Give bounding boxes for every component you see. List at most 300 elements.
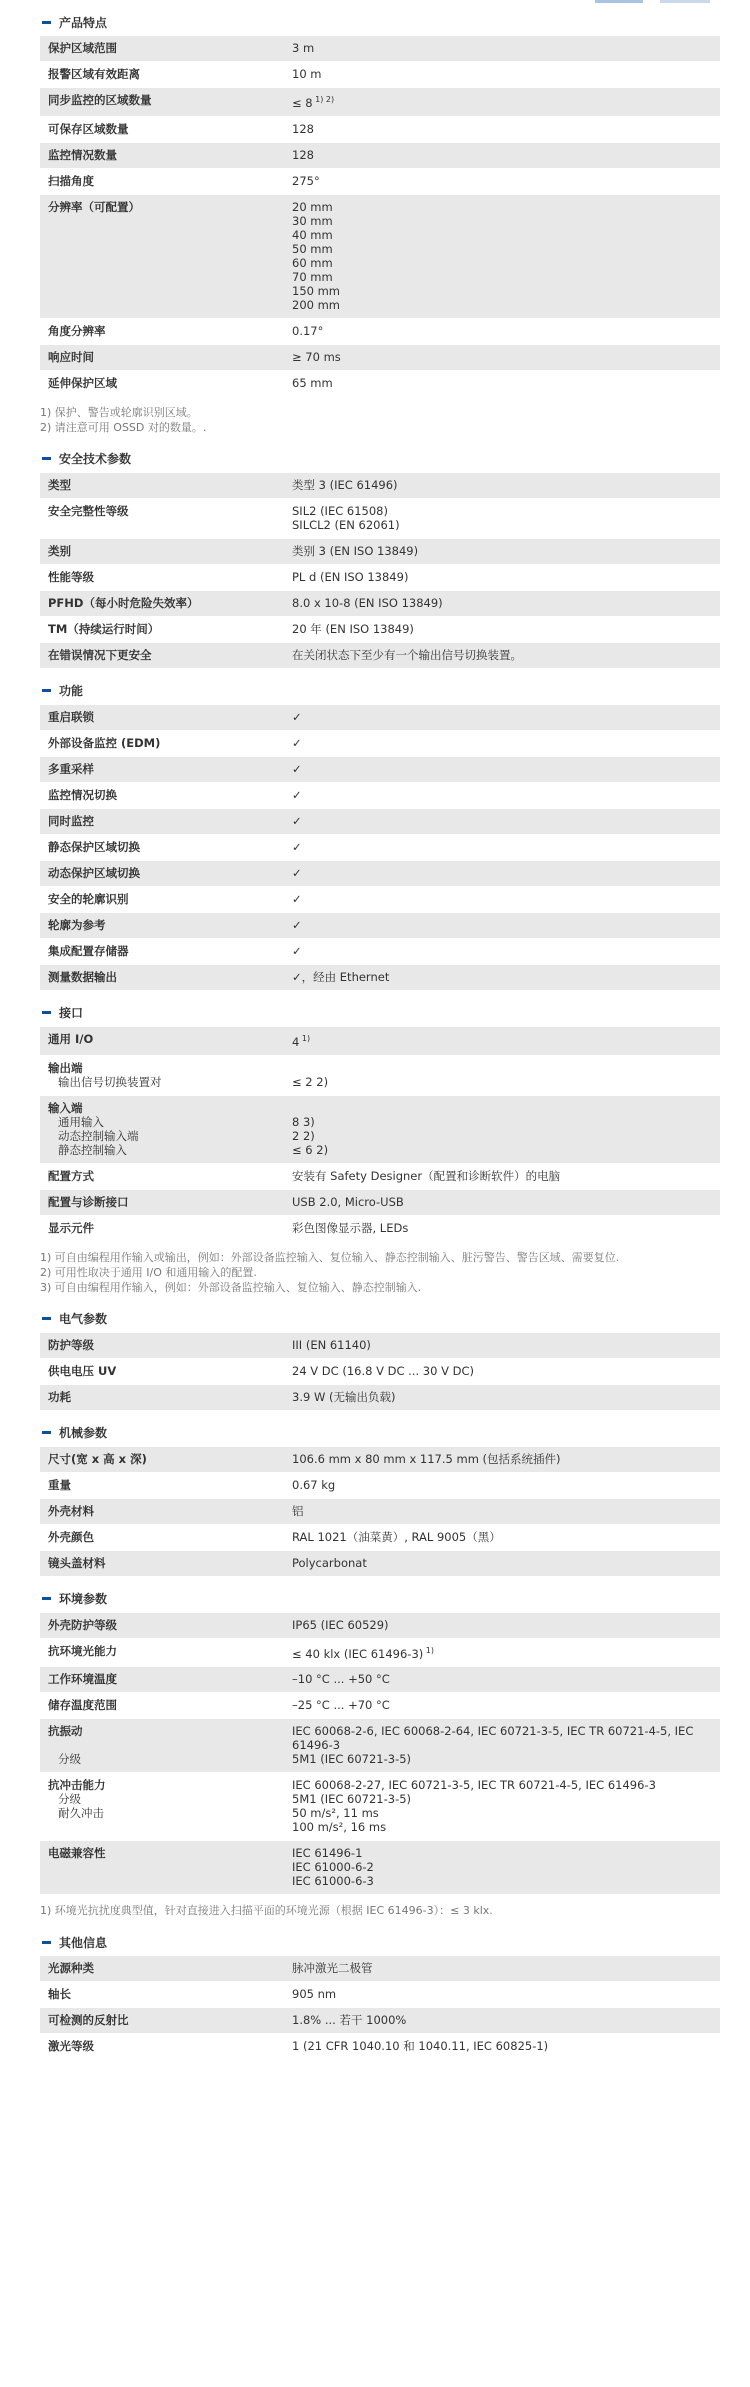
top-links-fragment bbox=[40, 0, 720, 8]
spec-sublabel: 耐久冲击 bbox=[58, 1806, 104, 1821]
spec-value-line: 8.0 x 10-8 (EN ISO 13849) bbox=[292, 595, 443, 610]
spec-value-line bbox=[292, 1101, 720, 1115]
spec-value bbox=[292, 2039, 720, 2053]
spec-label-text: 动态保护区域切换 bbox=[48, 865, 140, 880]
spec-value-line: SILCL2 (EN 62061) bbox=[292, 517, 400, 532]
spec-value-line: 3 m bbox=[292, 41, 315, 55]
spec-value-line: 60 mm bbox=[292, 255, 333, 270]
spec-value bbox=[292, 200, 720, 312]
spec-value-line: ✓ bbox=[292, 891, 302, 906]
spec-value-line: 在关闭状态下至少有一个输出信号切换装置。 bbox=[292, 647, 522, 662]
spec-value bbox=[292, 622, 720, 636]
spec-row bbox=[40, 1639, 720, 1668]
section-title: 环境参数 bbox=[59, 1592, 108, 1607]
spec-value-line: ✓ bbox=[292, 839, 302, 854]
spec-row bbox=[40, 757, 720, 783]
spec-value-line: 5M1 (IEC 60721-3-5) bbox=[292, 1752, 412, 1767]
spec-label-text: 监控情况数量 bbox=[48, 147, 117, 162]
spec-section bbox=[40, 1585, 720, 1929]
spec-value bbox=[292, 1672, 720, 1686]
spec-label-text: 抗冲击能力 bbox=[48, 1778, 106, 1793]
spec-value-line: 50 m/s², 11 ms bbox=[292, 1806, 379, 1821]
spec-row bbox=[40, 1385, 720, 1411]
spec-row bbox=[40, 117, 720, 143]
spec-label-text: 可检测的反射比 bbox=[48, 2013, 129, 2028]
spec-value-line: IEC 60068-2-27, IEC 60721-3-5, IEC TR 60721-4-5, IEC 61496-3 bbox=[292, 1778, 656, 1793]
spec-value bbox=[292, 814, 720, 828]
collapse-minus-icon[interactable] bbox=[42, 1431, 51, 1434]
spec-section bbox=[40, 1419, 720, 1585]
spec-value-line: 24 V DC (16.8 V DC ... 30 V DC) bbox=[292, 1363, 474, 1378]
spec-label bbox=[40, 970, 292, 984]
spec-value-line: RAL 1021（油菜黄）, RAL 9005（黑） bbox=[292, 1529, 501, 1544]
spec-value-line: Polycarbonat bbox=[292, 1555, 367, 1570]
spec-row bbox=[40, 835, 720, 861]
spec-row bbox=[40, 1956, 720, 1982]
spec-value bbox=[292, 944, 720, 958]
section-header[interactable] bbox=[40, 677, 720, 705]
spec-label bbox=[40, 1364, 292, 1378]
spec-label bbox=[40, 1644, 292, 1661]
spec-value-line: 1 (21 CFR 1040.10 和 1040.11, IEC 60825-1) bbox=[292, 2039, 549, 2054]
spec-value bbox=[292, 596, 720, 610]
spec-value-line: 4 bbox=[292, 1034, 300, 1049]
spec-value-line: 1.8% ... 若干 1000% bbox=[292, 2013, 407, 2028]
spec-label-text: 多重采样 bbox=[48, 761, 94, 776]
spec-value bbox=[292, 1698, 720, 1712]
spec-label-text: 输入端 bbox=[48, 1100, 83, 1115]
spec-row bbox=[40, 371, 720, 397]
spec-value bbox=[292, 1364, 720, 1378]
spec-label bbox=[40, 1221, 292, 1235]
spec-row bbox=[40, 473, 720, 499]
spec-row bbox=[40, 319, 720, 345]
spec-label bbox=[40, 622, 292, 636]
spec-value-line: ✓ bbox=[292, 865, 302, 880]
spec-row bbox=[40, 591, 720, 617]
spec-value-line: IEC 60068-2-6, IEC 60068-2-64, IEC 60721-3-5, IEC TR 60721-4-5, IEC bbox=[292, 1724, 694, 1739]
spec-value-line: 128 bbox=[292, 121, 314, 136]
section-header[interactable] bbox=[40, 1928, 720, 1956]
spec-row bbox=[40, 565, 720, 591]
spec-row bbox=[40, 965, 720, 991]
spec-value bbox=[292, 1556, 720, 1570]
spec-label bbox=[40, 710, 292, 724]
spec-row bbox=[40, 1359, 720, 1385]
spec-value bbox=[292, 376, 720, 390]
section-header[interactable] bbox=[40, 999, 720, 1027]
spec-label-text: 储存温度范围 bbox=[48, 1698, 117, 1713]
spec-label-text: 配置方式 bbox=[48, 1168, 94, 1183]
spec-label-text: 同时监控 bbox=[48, 813, 94, 828]
spec-value bbox=[292, 570, 720, 584]
spec-label-text: 外壳材料 bbox=[48, 1503, 94, 1518]
spec-label bbox=[40, 200, 292, 312]
spec-value-line: ✓，经由 Ethernet bbox=[292, 969, 390, 984]
spec-label bbox=[40, 596, 292, 610]
spec-label-text: 性能等级 bbox=[48, 569, 94, 584]
spec-label-text: 同步监控的区域数量 bbox=[48, 93, 152, 107]
spec-label bbox=[40, 1101, 292, 1157]
spec-value-line: 100 m/s², 16 ms bbox=[292, 1820, 387, 1835]
spec-value bbox=[292, 67, 720, 81]
spec-value-line: 脉冲激光二极管 bbox=[292, 1961, 373, 1976]
spec-value bbox=[292, 122, 720, 136]
spec-value bbox=[292, 350, 720, 364]
spec-label bbox=[40, 350, 292, 364]
spec-label-text: 保护区域范围 bbox=[48, 41, 117, 55]
footnotes bbox=[40, 1242, 720, 1305]
section-title: 机械参数 bbox=[59, 1426, 108, 1441]
spec-value bbox=[292, 736, 720, 750]
spec-label-text: 静态保护区域切换 bbox=[48, 839, 140, 854]
spec-value bbox=[292, 788, 720, 802]
spec-label-text: 类型 bbox=[48, 477, 71, 492]
spec-value bbox=[292, 504, 720, 532]
spec-value-line: –25 °C ... +70 °C bbox=[292, 1698, 390, 1713]
spec-label-text: 安全的轮廓识别 bbox=[48, 891, 129, 906]
spec-row bbox=[40, 1693, 720, 1719]
spec-value bbox=[292, 1987, 720, 2001]
section-header[interactable] bbox=[40, 8, 720, 36]
spec-sublabel bbox=[48, 1738, 292, 1752]
spec-value bbox=[292, 866, 720, 880]
spec-row bbox=[40, 1551, 720, 1577]
spec-value-line: 106.6 mm x 80 mm x 117.5 mm (包括系统插件) bbox=[292, 1451, 561, 1466]
spec-value-line: IEC 61000-6-3 bbox=[292, 1874, 374, 1889]
spec-label bbox=[40, 93, 292, 110]
spec-label bbox=[40, 544, 292, 558]
spec-value bbox=[292, 1452, 720, 1466]
spec-row bbox=[40, 1164, 720, 1190]
spec-value bbox=[292, 148, 720, 162]
spec-value bbox=[292, 1961, 720, 1975]
spec-row bbox=[40, 1719, 720, 1773]
spec-value-line: ✓ bbox=[292, 813, 302, 828]
spec-value-line: 30 mm bbox=[292, 213, 333, 228]
spec-label-text: 防护等级 bbox=[48, 1337, 94, 1352]
spec-value-line: 5M1 (IEC 60721-3-5) bbox=[292, 1792, 412, 1807]
spec-value-line: ≤ 8 bbox=[292, 95, 313, 110]
spec-label-text: 激光等级 bbox=[48, 2039, 94, 2054]
spec-label-text: 重量 bbox=[48, 1477, 71, 1492]
spec-value bbox=[292, 2013, 720, 2027]
spec-value bbox=[292, 1644, 720, 1661]
collapse-minus-icon[interactable] bbox=[42, 1317, 51, 1320]
spec-label bbox=[40, 1478, 292, 1492]
spec-row bbox=[40, 1447, 720, 1473]
spec-label bbox=[40, 788, 292, 802]
spec-label-text: 输出端 bbox=[48, 1060, 83, 1075]
footnote-line: 1) 可自由编程用作输入或输出，例如：外部设备监控输入、复位输入、静态控制输入、脏污警告、警告区域、需要复位. bbox=[40, 1250, 620, 1264]
spec-label bbox=[40, 1032, 292, 1049]
spec-row bbox=[40, 1613, 720, 1639]
footnotes bbox=[40, 397, 720, 445]
spec-row bbox=[40, 1473, 720, 1499]
spec-value bbox=[292, 1724, 720, 1766]
spec-value bbox=[292, 1338, 720, 1352]
spec-label bbox=[40, 1195, 292, 1209]
spec-label bbox=[40, 1618, 292, 1632]
spec-row bbox=[40, 195, 720, 319]
spec-label-text: 集成配置存储器 bbox=[48, 943, 129, 958]
spec-row bbox=[40, 1096, 720, 1164]
footnote-line: 3) 可自由编程用作输入，例如：外部设备监控输入、复位输入、静态控制输入. bbox=[40, 1280, 422, 1294]
spec-label bbox=[40, 736, 292, 750]
spec-value bbox=[292, 1530, 720, 1544]
spec-label bbox=[40, 1390, 292, 1404]
spec-value bbox=[292, 892, 720, 906]
spec-label-text: 供电电压 UV bbox=[48, 1363, 117, 1378]
spec-row bbox=[40, 939, 720, 965]
spec-value-line: 安装有 Safety Designer（配置和诊断软件）的电脑 bbox=[292, 1168, 561, 1183]
spec-value-line: ✓ bbox=[292, 709, 302, 724]
spec-value-line: ✓ bbox=[292, 787, 302, 802]
spec-label-text: 电磁兼容性 bbox=[48, 1846, 106, 1861]
spec-row bbox=[40, 731, 720, 757]
spec-value-line: 50 mm bbox=[292, 241, 333, 256]
spec-label-text: 测量数据输出 bbox=[48, 969, 117, 984]
spec-sublabel: 通用输入 bbox=[58, 1114, 104, 1129]
spec-value bbox=[292, 1061, 720, 1089]
spec-label bbox=[40, 67, 292, 81]
footnotes bbox=[40, 1895, 720, 1928]
spec-label bbox=[40, 1530, 292, 1544]
spec-label-text: 光源种类 bbox=[48, 1961, 94, 1976]
spec-label bbox=[40, 1169, 292, 1183]
spec-value-line: 20 年 (EN ISO 13849) bbox=[292, 621, 414, 636]
spec-value bbox=[292, 1221, 720, 1235]
spec-label bbox=[40, 174, 292, 188]
spec-label-text: 外壳防护等级 bbox=[48, 1617, 117, 1632]
spec-label-text: 类别 bbox=[48, 543, 71, 558]
spec-label-text: 响应时间 bbox=[48, 349, 94, 364]
spec-value-line: ✓ bbox=[292, 735, 302, 750]
spec-sublabel: 动态控制输入端 bbox=[58, 1128, 139, 1143]
spec-row bbox=[40, 143, 720, 169]
spec-value bbox=[292, 544, 720, 558]
spec-label-text: 工作环境温度 bbox=[48, 1672, 117, 1687]
spec-label bbox=[40, 1778, 292, 1834]
spec-label bbox=[40, 324, 292, 338]
spec-section bbox=[40, 677, 720, 999]
spec-value bbox=[292, 1504, 720, 1518]
spec-row bbox=[40, 887, 720, 913]
spec-label-text: 抗振动 bbox=[48, 1724, 83, 1739]
spec-value-line: SIL2 (IEC 61508) bbox=[292, 503, 388, 518]
footnote-line: 1) 保护、警告或轮廓识别区域。 bbox=[40, 405, 198, 419]
spec-label bbox=[40, 2039, 292, 2053]
spec-label-text: 外壳颜色 bbox=[48, 1529, 94, 1544]
footnote-line: 1) 环境光抗扰度典型值，针对直接进入扫描平面的环境光源（根据 IEC 61496-3）：≤ 3 klx. bbox=[40, 1904, 493, 1918]
spec-section bbox=[40, 1928, 720, 2068]
spec-value-line: 0.67 kg bbox=[292, 1477, 336, 1492]
spec-row bbox=[40, 1056, 720, 1096]
spec-value-line: 150 mm bbox=[292, 283, 341, 298]
footnote-ref: 1) bbox=[423, 1645, 435, 1655]
spec-value bbox=[292, 478, 720, 492]
spec-value-line: 905 nm bbox=[292, 1987, 337, 2002]
spec-row bbox=[40, 617, 720, 643]
spec-row bbox=[40, 539, 720, 565]
section-header[interactable] bbox=[40, 1305, 720, 1333]
spec-value-line: 65 mm bbox=[292, 375, 333, 390]
spec-row bbox=[40, 2034, 720, 2060]
spec-value bbox=[292, 324, 720, 338]
spec-label bbox=[40, 814, 292, 828]
spec-label-text: PFHD（每小时危险失效率） bbox=[48, 595, 199, 610]
section-header[interactable] bbox=[40, 1419, 720, 1447]
spec-value-line: USB 2.0, Micro-USB bbox=[292, 1194, 404, 1209]
spec-row bbox=[40, 1333, 720, 1359]
spec-value-line: ✓ bbox=[292, 917, 302, 932]
spec-label bbox=[40, 918, 292, 932]
spec-label bbox=[40, 866, 292, 880]
spec-value-line: 类别 3 (EN ISO 13849) bbox=[292, 543, 419, 558]
spec-value-line: 铝 bbox=[292, 1503, 304, 1518]
spec-label bbox=[40, 504, 292, 532]
spec-value bbox=[292, 970, 720, 984]
spec-label-text: 外部设备监控 (EDM) bbox=[48, 735, 161, 750]
section-title: 安全技术参数 bbox=[59, 452, 132, 467]
spec-row bbox=[40, 1027, 720, 1056]
spec-value-line: 61496-3 bbox=[292, 1738, 341, 1753]
spec-label bbox=[40, 944, 292, 958]
spec-label bbox=[40, 1556, 292, 1570]
spec-value-line: 8 3) bbox=[292, 1114, 315, 1129]
spec-label bbox=[40, 2013, 292, 2027]
spec-value-line: 0.17° bbox=[292, 323, 324, 338]
spec-row bbox=[40, 345, 720, 371]
spec-label bbox=[40, 1504, 292, 1518]
spec-value bbox=[292, 710, 720, 724]
spec-value bbox=[292, 1390, 720, 1404]
spec-value-line: IP65 (IEC 60529) bbox=[292, 1617, 389, 1632]
spec-row bbox=[40, 1499, 720, 1525]
spec-row bbox=[40, 36, 720, 62]
spec-label bbox=[40, 122, 292, 136]
spec-label-text: 重启联锁 bbox=[48, 709, 94, 724]
footnote-line: 2) 请注意可用 OSSD 对的数量。. bbox=[40, 420, 207, 434]
spec-label-text: 镜头盖材料 bbox=[48, 1555, 106, 1570]
spec-label-text: 角度分辨率 bbox=[48, 323, 106, 338]
spec-value-line: 类型 3 (IEC 61496) bbox=[292, 477, 398, 492]
spec-value-line: –10 °C ... +50 °C bbox=[292, 1672, 390, 1687]
spec-row bbox=[40, 1667, 720, 1693]
collapse-minus-icon[interactable] bbox=[42, 689, 51, 692]
spec-label-text: 通用 I/O bbox=[48, 1031, 94, 1046]
spec-value-line: III (EN 61140) bbox=[292, 1337, 371, 1352]
spec-label bbox=[40, 1987, 292, 2001]
spec-label-text: 扫描角度 bbox=[48, 173, 94, 188]
spec-value-line: IEC 61000-6-2 bbox=[292, 1860, 374, 1875]
spec-row bbox=[40, 783, 720, 809]
spec-label-text: 安全完整性等级 bbox=[48, 503, 129, 518]
spec-value-line: 275° bbox=[292, 173, 320, 188]
spec-value-line: 128 bbox=[292, 147, 314, 162]
spec-label-text: 尺寸(宽 x 高 x 深) bbox=[48, 1451, 147, 1466]
spec-label-text: 轴长 bbox=[48, 1987, 71, 2002]
collapse-minus-icon[interactable] bbox=[42, 1011, 51, 1014]
spec-value-line: 2 2) bbox=[292, 1128, 315, 1143]
spec-value bbox=[292, 648, 720, 662]
spec-row bbox=[40, 499, 720, 539]
spec-label bbox=[40, 376, 292, 390]
collapse-minus-icon[interactable] bbox=[42, 21, 51, 24]
spec-label bbox=[40, 1698, 292, 1712]
spec-label-text: 显示元件 bbox=[48, 1220, 94, 1235]
spec-value bbox=[292, 1169, 720, 1183]
spec-label bbox=[40, 648, 292, 662]
section-header[interactable] bbox=[40, 445, 720, 473]
spec-row bbox=[40, 62, 720, 88]
spec-row bbox=[40, 1841, 720, 1895]
spec-value-line: ✓ bbox=[292, 761, 302, 776]
section-header[interactable] bbox=[40, 1585, 720, 1613]
spec-label-text: 在错误情况下更安全 bbox=[48, 647, 152, 662]
spec-value-line: ≥ 70 ms bbox=[292, 349, 341, 364]
spec-section bbox=[40, 1305, 720, 1419]
spec-label bbox=[40, 1961, 292, 1975]
spec-value bbox=[292, 1846, 720, 1888]
footnote-ref: 1) 2) bbox=[312, 95, 335, 104]
spec-value-line: 40 mm bbox=[292, 227, 333, 242]
spec-value bbox=[292, 1618, 720, 1632]
collapse-minus-icon[interactable] bbox=[42, 1941, 51, 1944]
spec-value bbox=[292, 1478, 720, 1492]
spec-row bbox=[40, 1773, 720, 1841]
spec-section bbox=[40, 445, 720, 677]
spec-value-line: ≤ 40 klx (IEC 61496-3) bbox=[292, 1646, 424, 1661]
spec-value-line: IEC 61496-1 bbox=[292, 1846, 363, 1861]
spec-label-text: 功耗 bbox=[48, 1389, 71, 1404]
collapse-minus-icon[interactable] bbox=[42, 457, 51, 460]
spec-label bbox=[40, 1846, 292, 1888]
spec-label-text: 配置与诊断接口 bbox=[48, 1194, 129, 1209]
spec-value bbox=[292, 918, 720, 932]
collapse-minus-icon[interactable] bbox=[42, 1597, 51, 1600]
section-title: 接口 bbox=[59, 1006, 84, 1021]
spec-label bbox=[40, 478, 292, 492]
spec-value-line: 70 mm bbox=[292, 269, 333, 284]
spec-label-text: 监控情况切换 bbox=[48, 787, 117, 802]
spec-label bbox=[40, 892, 292, 906]
spec-label-text: 轮廓为参考 bbox=[48, 917, 106, 932]
spec-value bbox=[292, 41, 720, 55]
spec-label bbox=[40, 840, 292, 854]
spec-value bbox=[292, 762, 720, 776]
spec-label-text: TM（持续运行时间） bbox=[48, 621, 160, 636]
spec-row bbox=[40, 705, 720, 731]
spec-sheet bbox=[40, 0, 720, 2068]
spec-sublabel: 分级 bbox=[58, 1752, 81, 1767]
spec-value bbox=[292, 1101, 720, 1157]
spec-value bbox=[292, 174, 720, 188]
spec-label bbox=[40, 41, 292, 55]
spec-section bbox=[40, 999, 720, 1305]
spec-label bbox=[40, 1672, 292, 1686]
spec-row bbox=[40, 169, 720, 195]
spec-value bbox=[292, 1032, 720, 1049]
spec-sublabel: 输出信号切换装置对 bbox=[58, 1074, 162, 1089]
spec-sublabel: 静态控制输入 bbox=[58, 1142, 127, 1157]
section-title: 功能 bbox=[59, 684, 84, 699]
spec-row bbox=[40, 1525, 720, 1551]
spec-label-text: 可保存区域数量 bbox=[48, 121, 129, 136]
spec-label bbox=[40, 570, 292, 584]
spec-label bbox=[40, 1724, 292, 1766]
spec-row bbox=[40, 2008, 720, 2034]
